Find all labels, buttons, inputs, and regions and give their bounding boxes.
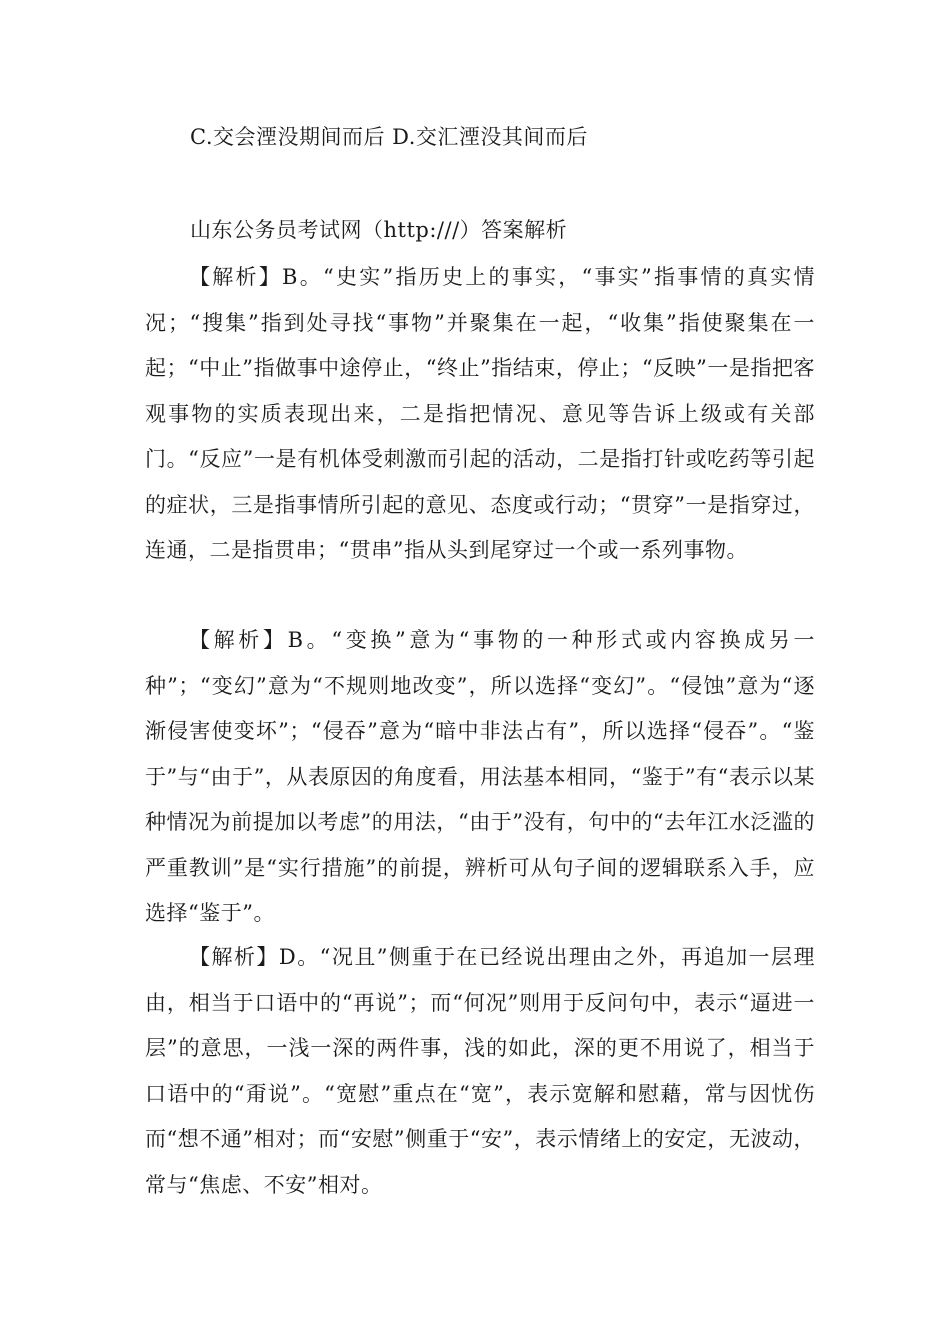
answer-options-line: C.交会湮没期间而后 D.交汇湮没其间而后 [190, 125, 588, 149]
explanation-paragraph-3: 【解析】D。“况且”侧重于在已经说出理由之外，再追加一层理由，相当于口语中的“再说”；而“何况”则用于反问句中，表示“逼进一层”的意思，一浅一深的两件事，浅的如此，深的更不用说了，相当于口语中的“甭说”。“宽慰”重点在“宽”，表示宽解和慰藉，常与因忧伤而“想不通”相对；而“安慰”侧重于“安”，表示情绪上的安定，无波动，常与“焦虑、不安”相对。 [145, 945, 815, 1197]
explanation-paragraph-2: 【解析】B。“变换”意为“事物的一种形式或内容换成另一种”；“变幻”意为“不规则地改变”，所以选择“变幻”。“侵蚀”意为“逐渐侵害使变坏”；“侵吞”意为“暗中非法占有”，所以选择“侵吞”。“鉴于”与“由于”，从表原因的角度看，用法基本相同，“鉴于”有“表示以某种情况为前提加以考虑”的用法，“由于”没有，句中的“去年江水泛滥的严重教训”是“实行措施”的前提，辨析可从句子间的逻辑联系入手，应选择“鉴于”。 [145, 628, 815, 925]
source-heading: 山东公务员考试网（http:///）答案解析 [190, 218, 568, 242]
explanation-paragraph-1: 【解析】B。“史实”指历史上的事实，“事实”指事情的真实情况；“搜集”指到处寻找“事物”并聚集在一起，“收集”指使聚集在一起；“中止”指做事中途停止，“终止”指结束，停止；“反映”一是指把客观事物的实质表现出来，二是指把情况、意见等告诉上级或有关部门。“反应”一是有机体受刺激而引起的活动，二是指打针或吃药等引起的症状，三是指事情所引起的意见、态度或行动；“贯穿”一是指穿过，连通，二是指贯串；“贯串”指从头到尾穿过一个或一系列事物。 [145, 265, 815, 562]
